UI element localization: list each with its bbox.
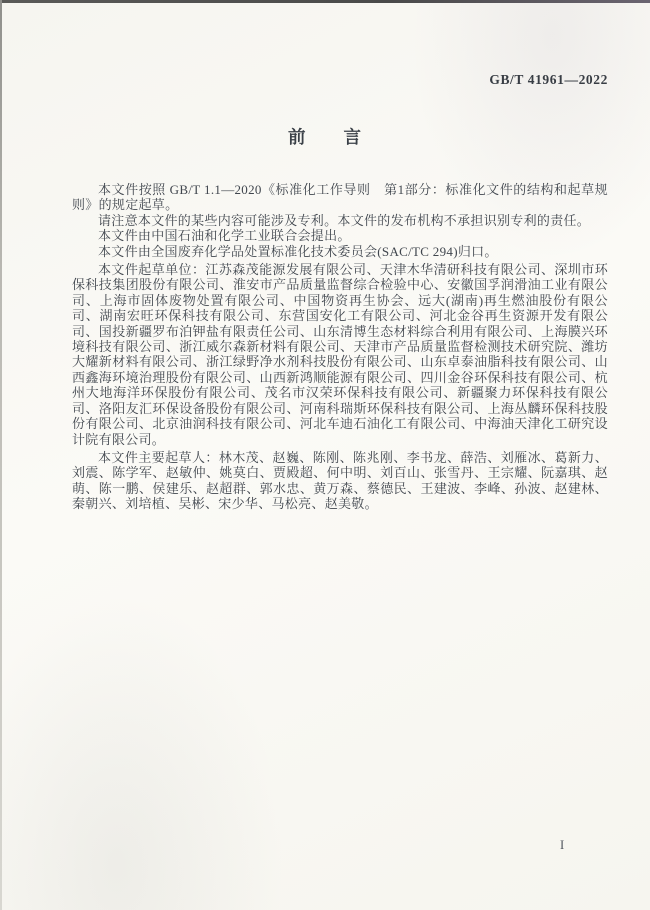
paragraph-drafting-organizations: 本文件起草单位：江苏森茂能源发展有限公司、天津木华清研科技有限公司、深圳市环保科技集团股份有限公司、淮安市产品质量监督综合检验中心、安徽国孚润滑油工业有限公司、上海市固体废物处置有限公司、中国物资再生协会、远大(湖南)再生燃油股份有限公司、湖南宏旺环保科技有限公司、东营国安化工有限公司、河北金谷再生资源开发有限公司、国投新疆罗布泊钾盐有限责任公司、山东清博生态材料综合利用有限公司、上海膜兴环境科技有限公司、浙江威尔森新材料有限公司、天津市产品质量监督检测技术研究院、潍坊大耀新材料有限公司、浙江绿野净水剂科技股份有限公司、山东卓泰油脂科技有限公司、山西鑫海环境治理股份有限公司、山西新鸿顺能源有限公司、四川金谷环保科技有限公司、杭州大地海洋环保股份有限公司、茂名市汉荣环保科技有限公司、新疆聚力环保科技有限公司、洛阳友汇环保设备股份有限公司、河南科瑞斯环保科技有限公司、上海丛麟环保科技股份有限公司、北京油润科技有限公司、河北车迪石油化工有限公司、中海油天津化工研究设计院有限公司。 bbox=[72, 262, 608, 447]
page-number: I bbox=[560, 838, 565, 852]
foreword-body bbox=[72, 182, 608, 512]
scan-edge-top bbox=[0, 0, 650, 3]
paragraph-proposed-by: 本文件由中国石油和化学工业联合会提出。 bbox=[98, 228, 351, 244]
paragraph-centralized-by: 本文件由全国废弃化学品处置标准化技术委员会(SAC/TC 294)归口。 bbox=[98, 243, 498, 259]
standard-number: GB/T 41961—2022 bbox=[489, 72, 608, 87]
paragraph-main-drafters: 本文件主要起草人：林木茂、赵巍、陈刚、陈兆刚、李书龙、薛浩、刘雁冰、葛新力、刘震、陈学军、赵敏仲、姚莫白、贾殿超、何中明、刘百山、张雪丹、王宗耀、阮嘉琪、赵萌、陈一鹏、侯建乐、赵超群、郭水忠、黄万森、蔡德民、王建波、李峰、孙波、赵建林、秦朝兴、刘培植、吴彬、宋少华、马松亮、赵美敬。 bbox=[72, 449, 608, 512]
paragraph-patent-notice: 请注意本文件的某些内容可能涉及专利。本文件的发布机构不承担识别专利的责任。 bbox=[98, 212, 591, 228]
foreword-title: 前 言 bbox=[288, 127, 362, 147]
paragraph-drafting-rules: 本文件按照 GB/T 1.1—2020《标准化工作导则 第1部分：标准化文件的结构和起草规则》的规定起草。 bbox=[72, 182, 608, 213]
